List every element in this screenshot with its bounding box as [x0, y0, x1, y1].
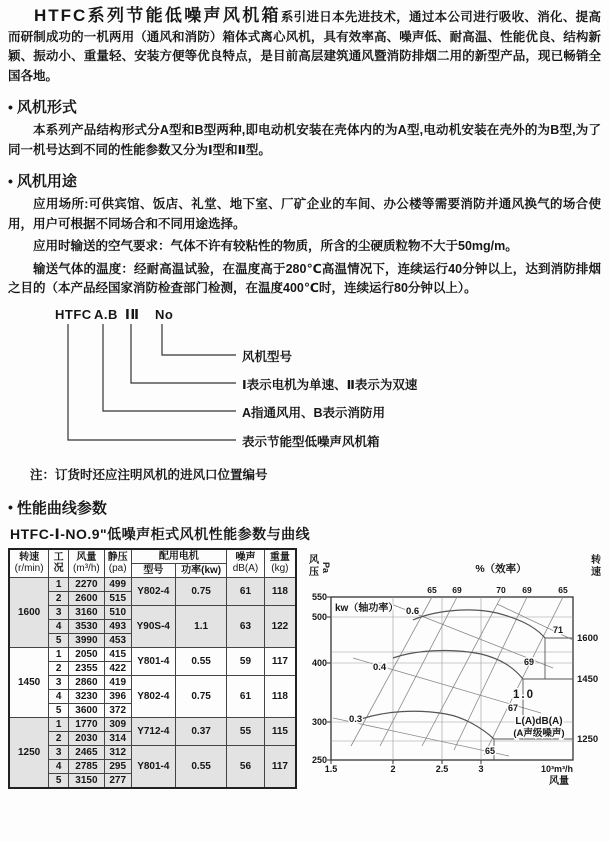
pressure-cell: 419 [104, 675, 131, 689]
cond-cell: 2 [49, 731, 69, 745]
speed-label-1600: 1600 [577, 632, 599, 644]
header-condition: 工 况 [49, 549, 69, 578]
weight-cell: 118 [264, 577, 296, 605]
speed-cell: 1600 [9, 577, 49, 647]
motor-power-cell: 0.55 [176, 745, 227, 788]
y-tick: 400 [311, 657, 327, 668]
table-row [9, 675, 296, 689]
pressure-cell: 515 [104, 591, 131, 605]
section-heading-fan-use [8, 170, 601, 191]
x-axis-label: 风量 [549, 775, 569, 787]
noise-cell: 59 [227, 647, 265, 675]
flow-cell: 3530 [69, 619, 105, 633]
flow-cell: 2465 [69, 745, 105, 759]
cond-cell: 3 [49, 745, 69, 759]
cond-cell: 3 [49, 605, 69, 619]
pressure-cell: 422 [104, 661, 131, 675]
noise-label-69: 69 [524, 656, 535, 667]
page-title: HTFC系列节能低噪声风机箱 [34, 6, 281, 25]
efficiency-tick: 65 [427, 584, 437, 595]
cond-cell: 3 [49, 675, 69, 689]
noise-cell: 55 [227, 717, 265, 745]
cond-cell: 2 [49, 661, 69, 675]
y-tick: 300 [311, 716, 327, 727]
weight-cell: 122 [264, 605, 296, 647]
table-header-row [9, 549, 296, 564]
cond-cell: 1 [49, 647, 69, 661]
noise-cell: 61 [227, 675, 265, 717]
pressure-cell: 277 [104, 773, 131, 788]
power-label-10: 1.0 [513, 688, 535, 701]
performance-curves-svg [301, 548, 601, 800]
speed-label-1450: 1450 [577, 673, 599, 685]
performance-chart [301, 548, 601, 805]
noise-cell: 61 [227, 577, 265, 605]
pressure-cell: 314 [104, 731, 131, 745]
performance-table-title: HTFC-Ⅰ-NO.9"低噪声柜式风机性能参数与曲线 [10, 525, 311, 542]
right-axis-label-char2: 速 [591, 566, 601, 578]
model-code-label-fan-model: 风机型号 [242, 349, 293, 364]
model-code-diagram [8, 307, 601, 459]
y-axis-label-char2: 压 [309, 566, 319, 578]
flow-cell: 2270 [69, 577, 105, 591]
noise-cell: 56 [227, 745, 265, 788]
bullet-icon: • [8, 98, 13, 115]
performance-row [8, 548, 601, 805]
weight-cell: 117 [264, 647, 296, 675]
fan-form-body: 本系列产品结构形式分A型和B型两种,即电动机安装在壳体内的为A型,电动机安装在壳外的为B型,为了同一机号达到不同的性能参数又分为Ⅰ型和Ⅱ型。 [8, 123, 601, 157]
pressure-cell: 309 [104, 717, 131, 731]
flow-cell: 3990 [69, 633, 105, 647]
noise-label-65: 65 [485, 745, 496, 756]
motor-power-cell: 0.75 [176, 577, 227, 605]
header-static-pressure: 静压 (pa) [104, 549, 131, 578]
model-code-part-speed: ⅠⅡ [125, 306, 140, 322]
pressure-cell: 415 [104, 647, 131, 661]
pressure-cell: 295 [104, 759, 131, 773]
speed-cell: 1250 [9, 717, 49, 788]
flow-cell: 2030 [69, 731, 105, 745]
curve-1450 [393, 650, 523, 678]
cond-cell: 1 [49, 717, 69, 731]
noise-cell: 63 [227, 605, 265, 647]
power-label-06: 0.6 [406, 605, 420, 617]
table-row [9, 647, 296, 661]
y-tick: 550 [311, 591, 327, 602]
noise-label-67: 67 [508, 702, 519, 713]
table-row [9, 717, 296, 731]
y-axis-label-char1: 风 [309, 554, 319, 566]
section-heading-fan-form [8, 96, 601, 117]
flow-cell: 2860 [69, 675, 105, 689]
motor-model-cell: Y802-4 [131, 577, 176, 605]
section-heading-label: 风机用途 [16, 173, 77, 190]
pressure-cell: 493 [104, 619, 131, 633]
flow-cell: 2355 [69, 661, 105, 675]
bullet-icon: • [8, 172, 13, 189]
motor-model-cell: Y802-4 [131, 675, 176, 717]
flow-cell: 2050 [69, 647, 105, 661]
x-tick: 1.5 [324, 763, 338, 774]
cond-cell: 4 [49, 759, 69, 773]
bullet-icon: • [8, 499, 13, 515]
table-row [9, 605, 296, 619]
header-weight: 重量 (kg) [264, 549, 296, 578]
power-label-04: 0.4 [373, 661, 387, 673]
flow-cell: 1770 [69, 717, 105, 731]
y-tick: 500 [311, 611, 327, 622]
flow-cell: 3230 [69, 689, 105, 703]
y-axis-unit: Pa [321, 561, 331, 573]
weight-cell: 118 [264, 675, 296, 717]
fan-use-p2: 应用时输送的空气要求：气体不许有较粘性的物质，所含的尘硬质粒物不大于50mg/m。 [33, 239, 518, 253]
x-tick: 3 [478, 763, 484, 774]
order-note: 注：订货时还应注明风机的进风口位置编号 [30, 467, 268, 482]
intro-paragraph [8, 6, 601, 86]
noise-label-71: 71 [553, 624, 564, 635]
model-code-label-ab-use: A指通风用、B表示消防用 [242, 405, 386, 420]
header-motor-model: 型号 [131, 563, 176, 577]
efficiency-tick: 69 [452, 584, 462, 595]
fan-use-p1: 应用场所:可供宾馆、饭店、礼堂、地下室、厂矿企业的车间、办公楼等需要消防并通风换气的场合使用，用户可根据不同场合和不同用途选择。 [8, 197, 601, 231]
cond-cell: 1 [49, 577, 69, 591]
cond-cell: 5 [49, 633, 69, 647]
power-label-03: 0.3 [349, 713, 363, 725]
y-tick: 250 [311, 754, 327, 765]
model-code-part-no: No [155, 306, 174, 322]
header-speed: 转速 (r/min) [9, 549, 49, 578]
right-axis-label-char1: 转 [591, 554, 601, 566]
noise-axis-label: L(A)dB(A) [515, 715, 563, 727]
performance-table [8, 548, 297, 789]
header-motor-power: 功率(kw) [176, 563, 227, 577]
flow-cell: 3160 [69, 605, 105, 619]
weight-cell: 115 [264, 717, 296, 745]
header-motor: 配用电机 [131, 549, 227, 564]
cond-cell: 4 [49, 619, 69, 633]
pressure-cell: 372 [104, 703, 131, 717]
motor-power-cell: 0.55 [176, 647, 227, 675]
x-axis-unit: 10³m³/h [540, 763, 573, 774]
motor-model-cell: Y801-4 [131, 745, 176, 788]
motor-power-cell: 0.37 [176, 717, 227, 745]
efficiency-tick: 70 [496, 584, 506, 595]
model-code-part-htfc: HTFC [55, 306, 92, 322]
cond-cell: 4 [49, 689, 69, 703]
table-row [9, 745, 296, 759]
flow-cell: 3150 [69, 773, 105, 788]
motor-model-cell: Y801-4 [131, 647, 176, 675]
model-code-label-series: 表示节能型低噪声风机箱 [242, 434, 380, 449]
section-heading-label: 性能曲线参数 [16, 499, 107, 517]
shaft-power-label: kw（轴功率） [335, 602, 399, 614]
pressure-cell: 396 [104, 689, 131, 703]
table-row [9, 577, 296, 591]
pressure-cell: 510 [104, 605, 131, 619]
speed-cell: 1450 [9, 647, 49, 717]
flow-cell: 3600 [69, 703, 105, 717]
efficiency-tick: 69 [522, 584, 532, 595]
fan-use-p3: 输送气体的温度：经耐高温试验，在温度高于280℃高温情况下，连续运行40分钟以上，达到消防排烟之目的（本产品经国家消防检查部门检测，在温度400℃时，连续运行80分钟以上）。 [8, 261, 601, 295]
efficiency-tick: 65 [558, 584, 568, 595]
motor-power-cell: 0.75 [176, 675, 227, 717]
cond-cell: 5 [49, 773, 69, 788]
pressure-cell: 499 [104, 577, 131, 591]
x-tick: 2 [390, 763, 396, 774]
curve-1600 [413, 609, 545, 637]
section-heading-label: 风机形式 [16, 99, 77, 116]
motor-power-cell: 1.1 [176, 605, 227, 647]
pressure-cell: 453 [104, 633, 131, 647]
cond-cell: 5 [49, 703, 69, 717]
model-code-part-ab: A.B [94, 306, 118, 322]
pressure-cell: 312 [104, 745, 131, 759]
top-axis-label: %（效率） [475, 562, 527, 575]
cond-cell: 2 [49, 591, 69, 605]
header-noise: 噪声 dB(A) [227, 549, 265, 578]
speed-label-1250: 1250 [577, 733, 599, 745]
weight-cell: 117 [264, 745, 296, 788]
x-tick: 2.5 [435, 763, 449, 774]
flow-cell: 2785 [69, 759, 105, 773]
motor-model-cell: Y712-4 [131, 717, 176, 745]
section-heading-performance [8, 497, 601, 518]
intro-text: 系引进日本先进技术，通过本公司进行吸收、消化、提高而研制成功的一机两用（通风和消防）箱体式离心风机，具有效率高、噪声低、耐高温、性能优良、结构新颖、振动小、重量轻、安装方便等优良特点，是目前高层建筑通风暨消防排烟二用的新型产品，现已畅销全国各地。 [8, 10, 601, 83]
noise-axis-sublabel: (A声级噪声) [513, 727, 565, 739]
model-code-label-speed-type: Ⅰ表示电机为单速、Ⅱ表示为双速 [242, 377, 418, 392]
flow-cell: 2600 [69, 591, 105, 605]
motor-model-cell: Y90S-4 [131, 605, 176, 647]
header-flow: 风量 (m³/h) [69, 549, 105, 578]
